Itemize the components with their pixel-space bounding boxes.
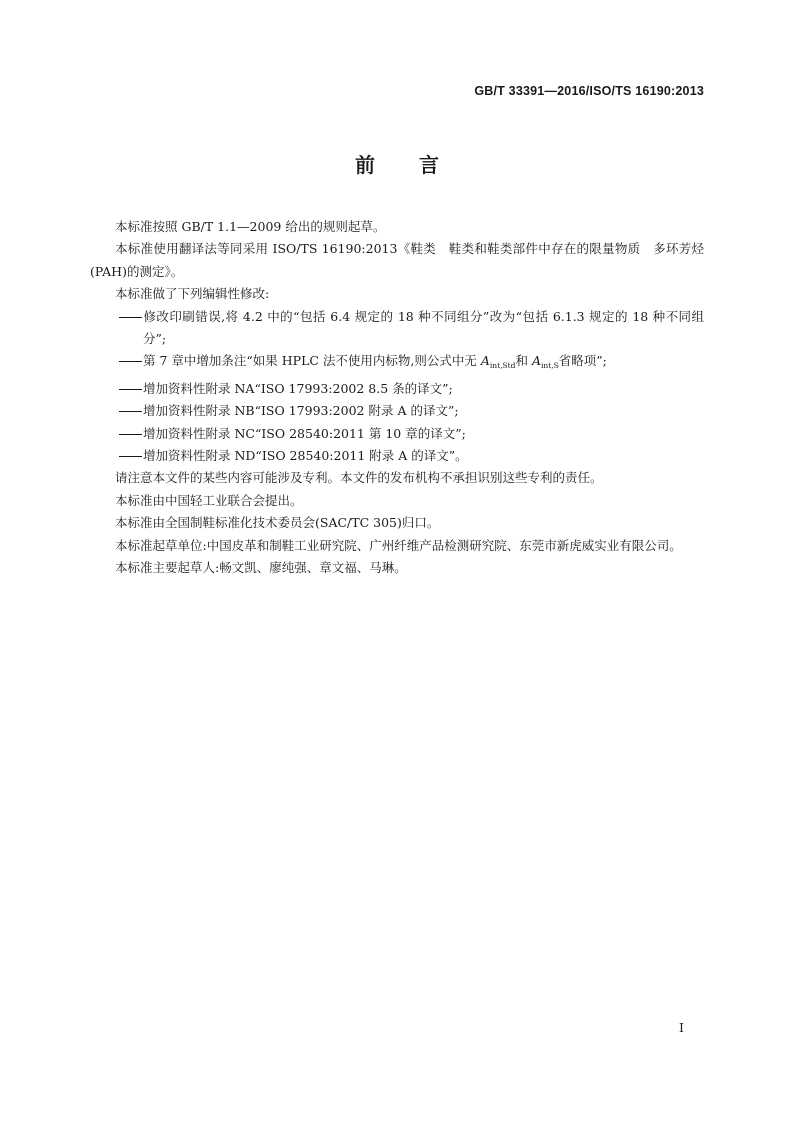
formula-subscript: int,Std [489, 361, 516, 371]
edit-item [90, 306, 704, 351]
edit-item [90, 423, 704, 445]
edit-item-text: 增加资料性附录 NA“ISO 17993:2002 8.5 条的译文”; [143, 380, 453, 396]
patent-notice-paragraph: 请注意本文件的某些内容可能涉及专利。本文件的发布机构不承担识别这些专利的责任。 [115, 470, 603, 486]
edit-item-text: 和 [515, 353, 532, 369]
standard-code-header: GB/T 33391—2016/ISO/TS 16190:2013 [474, 84, 704, 98]
edit-item [90, 378, 704, 400]
edit-item-text: 增加资料性附录 NB“ISO 17993:2002 附录 A 的译文”; [143, 403, 459, 419]
page-title: 前言 [355, 153, 483, 177]
em-dash-icon [118, 445, 143, 467]
edits-intro-paragraph: 本标准做了下列编辑性修改: [115, 286, 270, 302]
edit-item-text: 省略项”; [558, 353, 607, 369]
formula-subscript: int,S [541, 361, 559, 371]
edit-item [90, 400, 704, 422]
edit-item-text: 修改印刷错误,将 4.2 中的“包括 6.4 规定的 18 种不同组分”改为“包括 6.1.3 规定的 18 种不同组分”; [143, 308, 704, 347]
em-dash-icon [118, 423, 143, 445]
edit-item-text: 第 7 章中增加条注“如果 HPLC 法不使用内标物,则公式中无 [143, 353, 481, 369]
em-dash-icon [118, 378, 143, 400]
drafting-rules-paragraph: 本标准按照 GB/T 1.1—2009 给出的规则起草。 [115, 219, 386, 234]
edit-item-text: 增加资料性附录 ND“ISO 28540:2011 附录 A 的译文”。 [143, 448, 468, 464]
em-dash-icon [118, 306, 143, 328]
centralized-by-paragraph: 本标准由全国制鞋标准化技术委员会(SAC/TC 305)归口。 [115, 515, 440, 531]
edit-item [90, 445, 704, 467]
em-dash-icon [118, 350, 143, 372]
edit-item [90, 350, 704, 377]
drafters-paragraph: 本标准主要起草人:畅文凯、廖纯强、章文福、马琳。 [115, 560, 407, 576]
em-dash-icon [118, 400, 143, 422]
drafting-units-paragraph: 本标准起草单位:中国皮革和制鞋工业研究院、广州纤维产品检测研究院、东莞市新虎威实业有限公司。 [115, 537, 682, 553]
page-number: I [679, 1020, 684, 1035]
formula-symbol: A [531, 353, 542, 369]
edit-item-text: 增加资料性附录 NC“ISO 28540:2011 第 10 章的译文”; [143, 425, 466, 441]
proposed-by-paragraph: 本标准由中国轻工业联合会提出。 [115, 492, 303, 508]
adoption-paragraph: 本标准使用翻译法等同采用 ISO/TS 16190:2013《鞋类 鞋类和鞋类部件中存在的限量物质 多环芳烃(PAH)的测定》。 [90, 241, 704, 279]
foreword-body [90, 216, 704, 580]
formula-symbol: A [480, 353, 490, 369]
